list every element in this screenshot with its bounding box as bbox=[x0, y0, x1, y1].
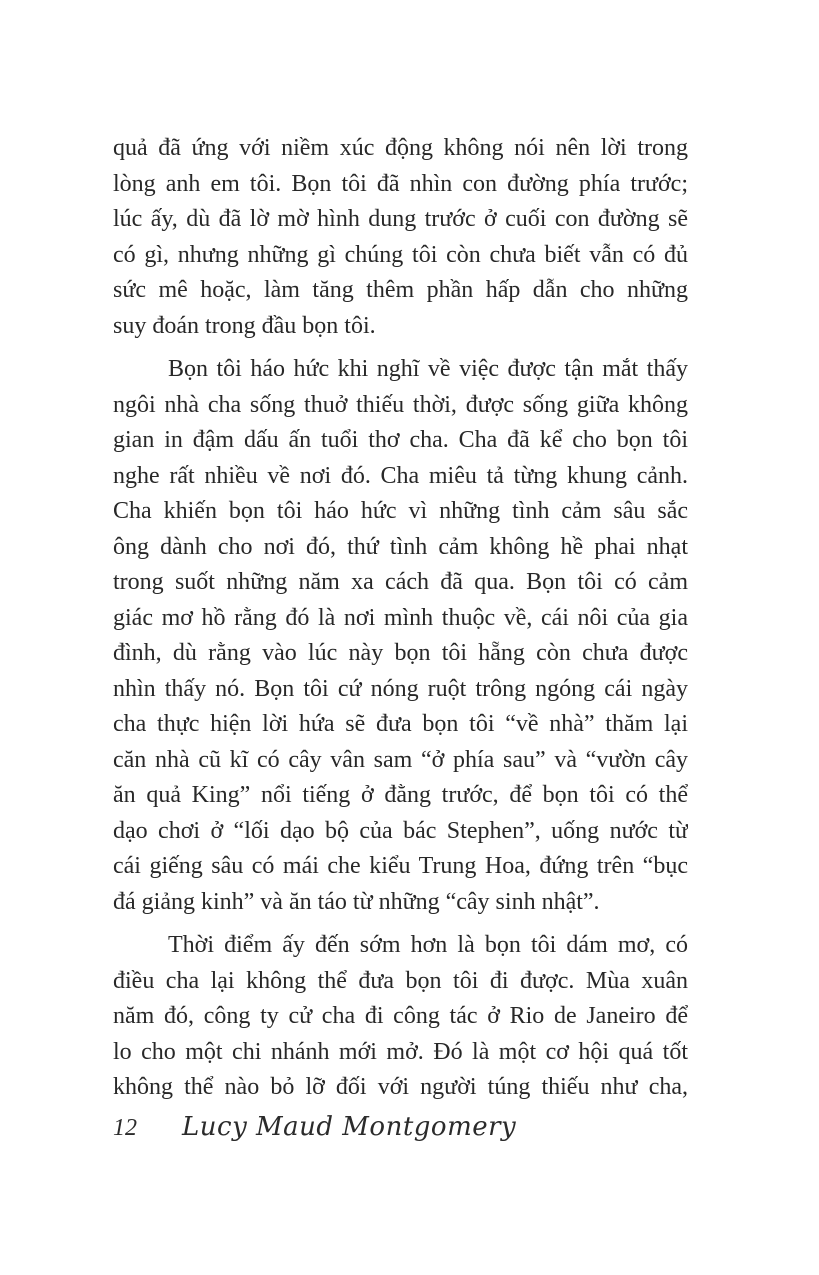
text-line: năm đó, công ty cử cha đi công tác ở Rio de Janeiro để bbox=[113, 1003, 688, 1029]
text-line: căn nhà cũ kĩ có cây vân sam “ở phía sau” và “vườn cây bbox=[113, 746, 688, 773]
text-line: lo cho một chi nhánh mới mở. Đó là một cơ hội quá tốt bbox=[113, 1038, 688, 1065]
running-header-author: Lucy Maud Montgomery bbox=[182, 1112, 517, 1142]
text-line: nghe rất nhiều về nơi đó. Cha miêu tả từng khung cảnh. bbox=[113, 462, 688, 489]
text-line: đá giảng kinh” và ăn táo từ những “cây sinh nhật”. bbox=[113, 888, 600, 915]
paragraph bbox=[113, 352, 688, 920]
text-line: điều cha lại không thể đưa bọn tôi đi được. Mùa xuân bbox=[113, 967, 688, 994]
text-line: lúc ấy, dù đã lờ mờ hình dung trước ở cuối con đường sẽ bbox=[113, 206, 688, 232]
text-line: trong suốt những năm xa cách đã qua. Bọn tôi có cảm bbox=[113, 569, 688, 595]
text-line: có gì, nhưng những gì chúng tôi còn chưa biết vẫn có đủ bbox=[113, 241, 688, 268]
text-line: ngôi nhà cha sống thuở thiếu thời, được sống giữa không bbox=[113, 391, 688, 418]
text-line: cha thực hiện lời hứa sẽ đưa bọn tôi “về nhà” thăm lại bbox=[113, 711, 688, 737]
text-line: giác mơ hồ rằng đó là nơi mình thuộc về, cái nôi của gia bbox=[113, 604, 688, 631]
text-line: không thể nào bỏ lỡ đối với người túng thiếu như cha, bbox=[113, 1074, 688, 1100]
text-line: ăn quả King” nổi tiếng ở đằng trước, để bọn tôi có thể bbox=[113, 782, 688, 808]
text-line: ông dành cho nơi đó, thứ tình cảm không hề phai nhạt bbox=[113, 533, 688, 560]
text-line: gian in đậm dấu ấn tuổi thơ cha. Cha đã kể cho bọn tôi bbox=[113, 427, 688, 453]
text-line: đình, dù rằng vào lúc này bọn tôi hẵng còn chưa được bbox=[113, 640, 688, 666]
paragraph bbox=[113, 131, 688, 344]
text-line: Thời điểm ấy đến sớm hơn là bọn tôi dám mơ, có bbox=[168, 932, 688, 958]
text-line: Bọn tôi háo hức khi nghĩ về việc được tận mắt thấy bbox=[168, 356, 688, 382]
text-line: lòng anh em tôi. Bọn tôi đã nhìn con đường phía trước; bbox=[113, 170, 688, 197]
paragraph bbox=[113, 928, 688, 1106]
text-line: cái giếng sâu có mái che kiểu Trung Hoa, đứng trên “bục bbox=[113, 853, 688, 879]
page-number: 12 bbox=[113, 1115, 137, 1141]
text-line: nhìn thấy nó. Bọn tôi cứ nóng ruột trông ngóng cái ngày bbox=[113, 675, 688, 702]
text-line: sức mê hoặc, làm tăng thêm phần hấp dẫn cho những bbox=[113, 277, 688, 303]
body-text bbox=[113, 131, 688, 1114]
page-footer bbox=[113, 1112, 688, 1142]
text-line: dạo chơi ở “lối dạo bộ của bác Stephen”, uống nước từ bbox=[113, 817, 688, 844]
text-line: suy đoán trong đầu bọn tôi. bbox=[113, 312, 376, 339]
text-line: quả đã ứng với niềm xúc động không nói nên lời trong bbox=[113, 135, 688, 161]
text-line: Cha khiến bọn tôi háo hức vì những tình cảm sâu sắc bbox=[113, 498, 688, 524]
